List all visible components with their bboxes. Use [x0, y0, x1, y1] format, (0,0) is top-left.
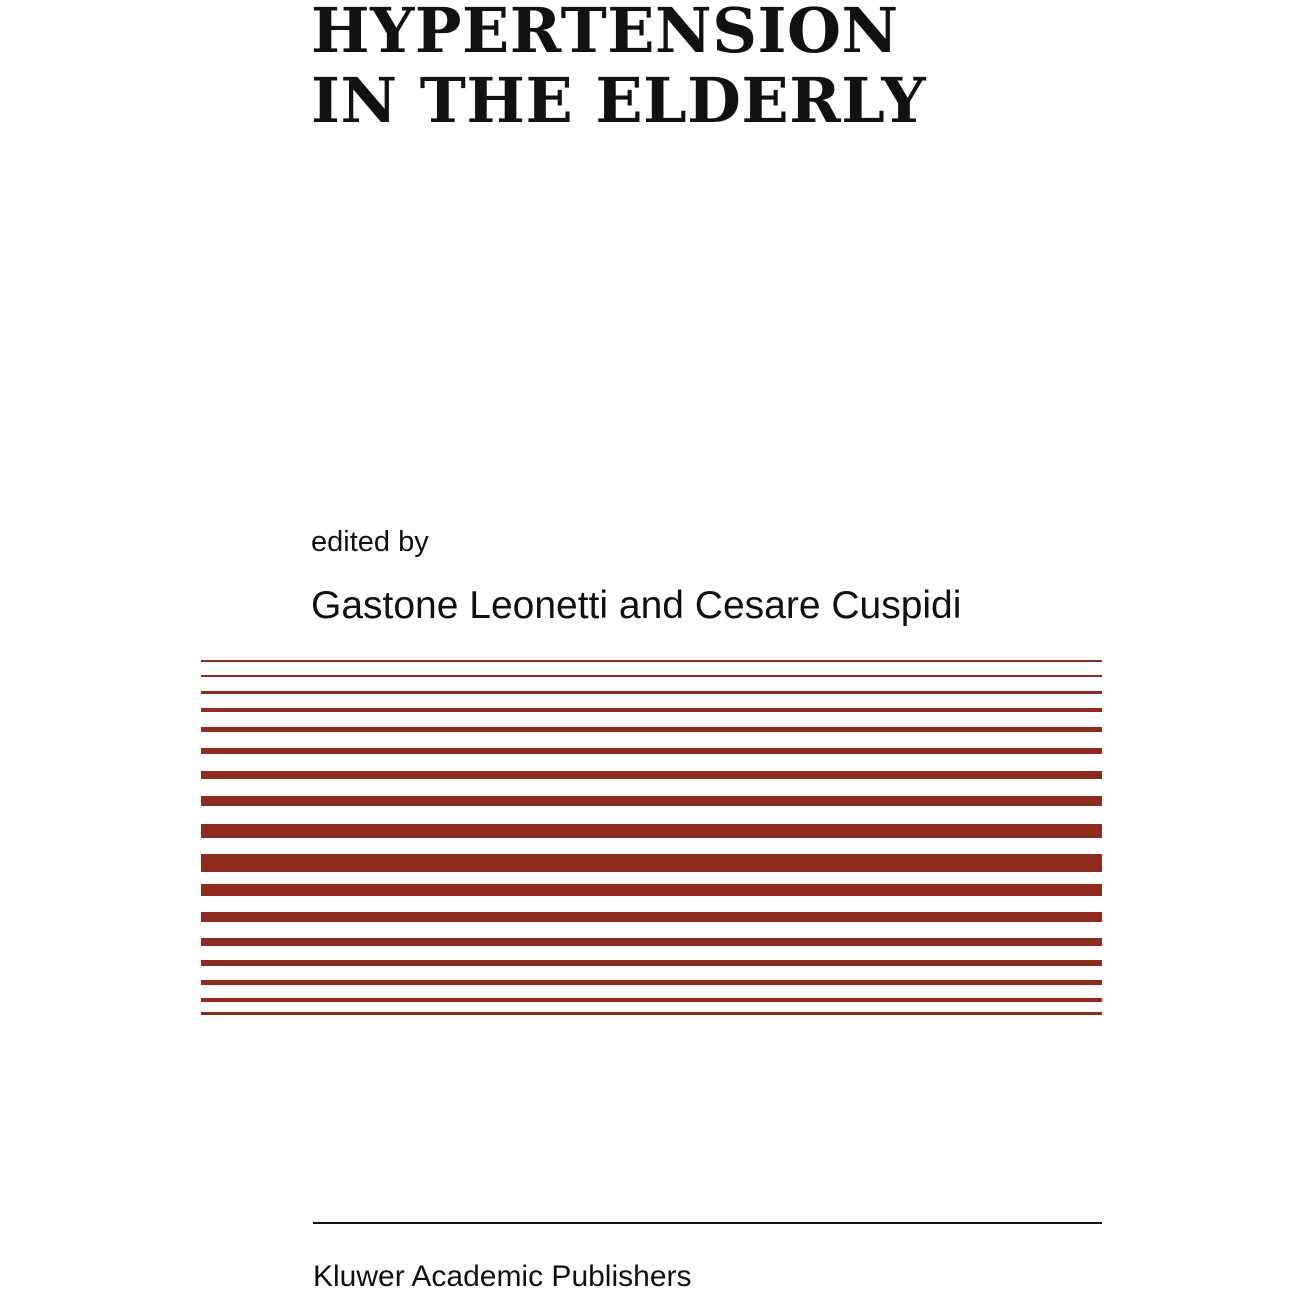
stripe-10 [201, 854, 1102, 872]
stripe-4 [201, 708, 1102, 712]
stripe-2 [201, 675, 1102, 677]
stripe-9 [201, 824, 1102, 838]
stripe-7 [201, 771, 1102, 779]
stripe-5 [201, 727, 1102, 732]
stripe-14 [201, 960, 1102, 966]
title-line-2: IN THE ELDERLY [311, 64, 927, 137]
stripe-17 [201, 1012, 1102, 1015]
decorative-stripes [201, 650, 1102, 1020]
stripe-3 [201, 691, 1102, 694]
publisher-name: Kluwer Academic Publishers [313, 1260, 692, 1293]
title-line-1: HYPERTENSION [311, 0, 899, 67]
stripe-6 [201, 748, 1102, 754]
stripe-15 [201, 980, 1102, 985]
stripe-16 [201, 998, 1102, 1002]
stripe-13 [201, 938, 1102, 946]
bottom-rule-divider [313, 1222, 1102, 1224]
editors-names: Gastone Leonetti and Cesare Cuspidi [311, 584, 962, 627]
stripe-1 [201, 660, 1102, 662]
stripe-8 [201, 796, 1102, 806]
stripe-12 [201, 912, 1102, 922]
stripe-11 [201, 884, 1102, 896]
edited-by-label: edited by [311, 526, 429, 558]
